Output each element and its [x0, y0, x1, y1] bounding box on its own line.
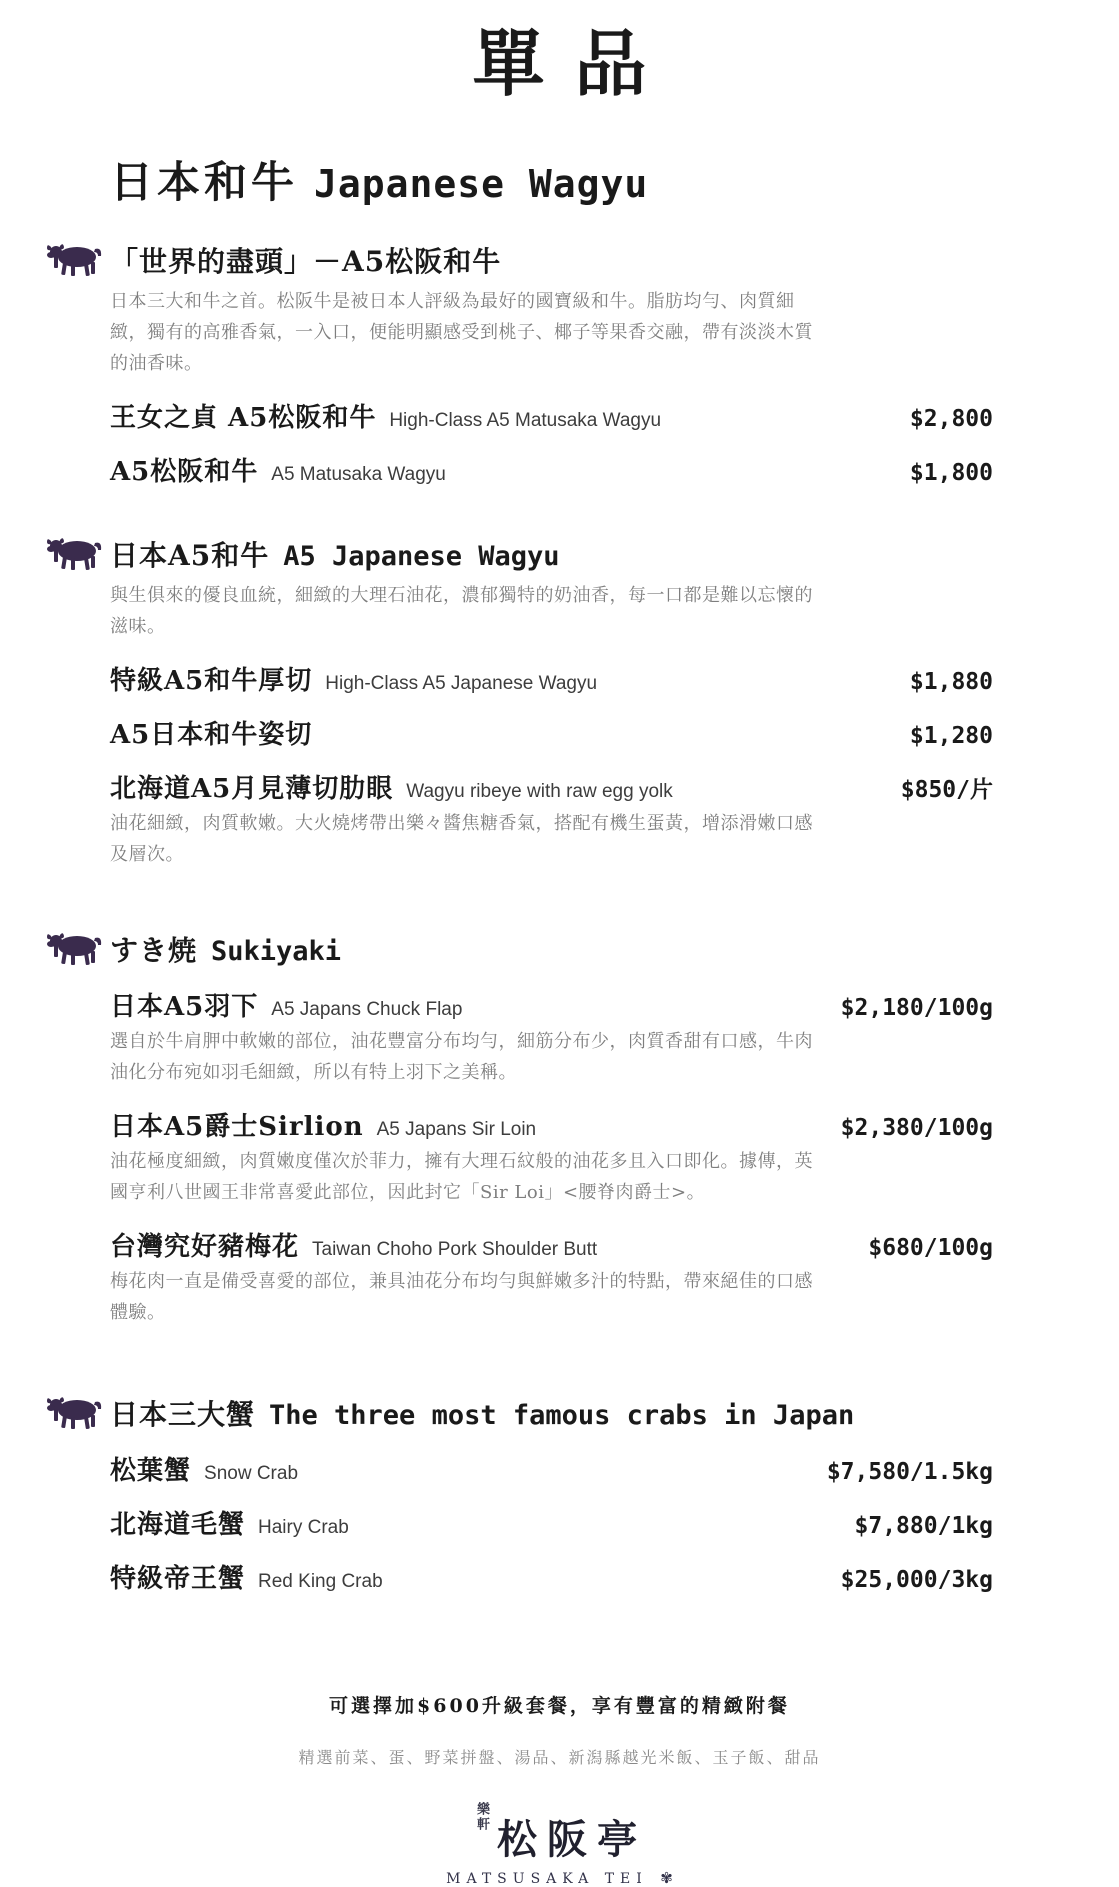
cow-icon — [46, 242, 102, 276]
group-header — [110, 240, 993, 280]
item-price: $1,880 — [909, 668, 993, 695]
item-name-zh: 松葉蟹 — [110, 1455, 192, 1486]
upgrade-note: 可選擇加$600升級套餐，享有豐富的精緻附餐 — [329, 1694, 790, 1717]
group-title-zh: 日本三大蟹 — [110, 1397, 256, 1431]
item-name-en: High-Class A5 Matusaka Wagyu — [389, 410, 662, 432]
item-price: $2,380/100g — [840, 1114, 993, 1141]
item-name-zh: 王女之貞 A5松阪和牛 — [110, 403, 377, 434]
item-price: $1,280 — [909, 722, 993, 749]
item-description: 梅花肉一直是備受喜愛的部位，兼具油花分布均勻與鮮嫩多汁的特點，帶來絕佳的口感體驗。 — [110, 1270, 813, 1323]
section-title-zh: 日本和牛 — [110, 158, 298, 209]
item-name-en: High-Class A5 Japanese Wagyu — [325, 672, 598, 694]
item-name-en: Taiwan Choho Pork Shoulder Butt — [312, 1238, 598, 1260]
item-price: $1,800 — [909, 460, 993, 487]
menu-group-sukiyaki — [110, 929, 993, 1329]
menu-group-a5-wagyu — [110, 534, 993, 871]
item-price: $7,580/1.5kg — [826, 1458, 993, 1485]
menu-item — [110, 1558, 993, 1595]
item-name-en: Red King Crab — [258, 1570, 383, 1592]
group-title-zh: 「世界的盡頭」－A5松阪和牛 — [110, 245, 502, 279]
menu-item — [110, 768, 993, 805]
logo-vertical-text: 樂軒 — [474, 1801, 489, 1832]
group-title-en: The three most famous crabs in Japan — [269, 1399, 855, 1431]
group-header — [110, 534, 993, 574]
item-name-zh: 特級帝王蟹 — [110, 1563, 246, 1594]
restaurant-logo — [0, 1801, 1119, 1887]
item-name-zh: A5松阪和牛 — [110, 457, 259, 488]
item-price: $2,800 — [909, 406, 993, 433]
group-title-en: Sukiyaki — [211, 935, 342, 967]
section-title-en: Japanese Wagyu — [314, 162, 649, 207]
item-name-en: Wagyu ribeye with raw egg yolk — [406, 780, 673, 802]
menu-item — [110, 1504, 993, 1541]
item-name-en: A5 Matusaka Wagyu — [271, 464, 446, 486]
item-name-zh: 台灣究好豬梅花 — [110, 1231, 300, 1262]
item-price: $7,880/1kg — [854, 1512, 993, 1539]
item-name-zh: 日本A5羽下 — [110, 991, 259, 1022]
menu-item — [110, 397, 993, 434]
menu-item — [110, 451, 993, 488]
item-name-zh: 北海道A5月見薄切肋眼 — [110, 773, 394, 804]
menu-item — [110, 714, 993, 751]
upgrade-detail: 精選前菜、蛋、野菜拼盤、湯品、新潟縣越光米飯、玉子飯、甜品 — [298, 1747, 821, 1767]
menu-group-matsusaka — [110, 240, 993, 488]
item-name-zh: 特級A5和牛厚切 — [110, 665, 313, 696]
footer — [0, 1691, 1119, 1768]
group-description: 與生俱來的優良血統，細緻的大理石油花，濃郁獨特的奶油香，每一口都是難以忘懷的滋味。 — [110, 585, 813, 637]
group-title-en: A5 Japanese Wagyu — [283, 541, 560, 573]
item-price: $2,180/100g — [840, 994, 993, 1021]
menu-item — [110, 660, 993, 697]
item-description: 選自於牛肩胛中軟嫩的部位，油花豐富分布均勻，細筋分布少，肉質香甜有口感，牛肉油化分布宛如羽毛細緻，所以有特上羽下之美稱。 — [110, 1030, 813, 1083]
flower-seal-icon: ✾ — [660, 1868, 673, 1887]
section-header — [110, 149, 993, 210]
item-name-zh: 日本A5爵士Sirlion — [110, 1111, 364, 1142]
cow-icon — [46, 1395, 102, 1429]
menu-item — [110, 986, 993, 1023]
item-name-en: A5 Japans Sir Loin — [376, 1118, 537, 1140]
item-name-en: Snow Crab — [204, 1462, 299, 1484]
page-title: 單品 — [472, 21, 677, 106]
cow-icon — [46, 536, 102, 570]
group-description: 日本三大和牛之首。松阪牛是被日本人評級為最好的國寶級和牛。脂肪均勻、肉質細緻，獨有的高雅香氣，一入口，便能明顯感受到桃子、椰子等果香交融，帶有淡淡木質的油香味。 — [110, 291, 813, 375]
item-name-en: A5 Japans Chuck Flap — [271, 998, 463, 1020]
group-header — [110, 1393, 993, 1433]
logo-name-en: MATSUSAKA TEI — [446, 1870, 648, 1887]
menu-group-crabs — [110, 1393, 993, 1595]
item-name-en: Hairy Crab — [258, 1516, 349, 1538]
item-description: 油花極度細緻，肉質嫩度僅次於菲力，擁有大理石紋般的油花多且入口即化。據傳，英國亨利八世國王非常喜愛此部位，因此封它「Sir Loi」<腰脊肉爵士>。 — [110, 1150, 813, 1203]
item-description: 油花細緻，肉質軟嫩。大火燒烤帶出樂々醬焦糖香氣，搭配有機生蛋黃，增添滑嫩口感及層次。 — [110, 812, 813, 865]
group-title-zh: 日本A5和牛 — [110, 539, 270, 573]
item-name-zh: 北海道毛蟹 — [110, 1509, 246, 1540]
menu-item — [110, 1450, 993, 1487]
group-title-zh: すき焼 — [110, 933, 198, 967]
group-header — [110, 929, 993, 969]
item-name-zh: A5日本和牛姿切 — [110, 719, 313, 750]
item-price: $850/片 — [900, 776, 993, 803]
menu-item — [110, 1226, 993, 1263]
item-price: $25,000/3kg — [840, 1566, 993, 1593]
menu-item — [110, 1106, 993, 1143]
logo-name-zh: 松阪亭 — [497, 1815, 647, 1863]
item-price: $680/100g — [868, 1234, 993, 1261]
cow-icon — [46, 931, 102, 965]
